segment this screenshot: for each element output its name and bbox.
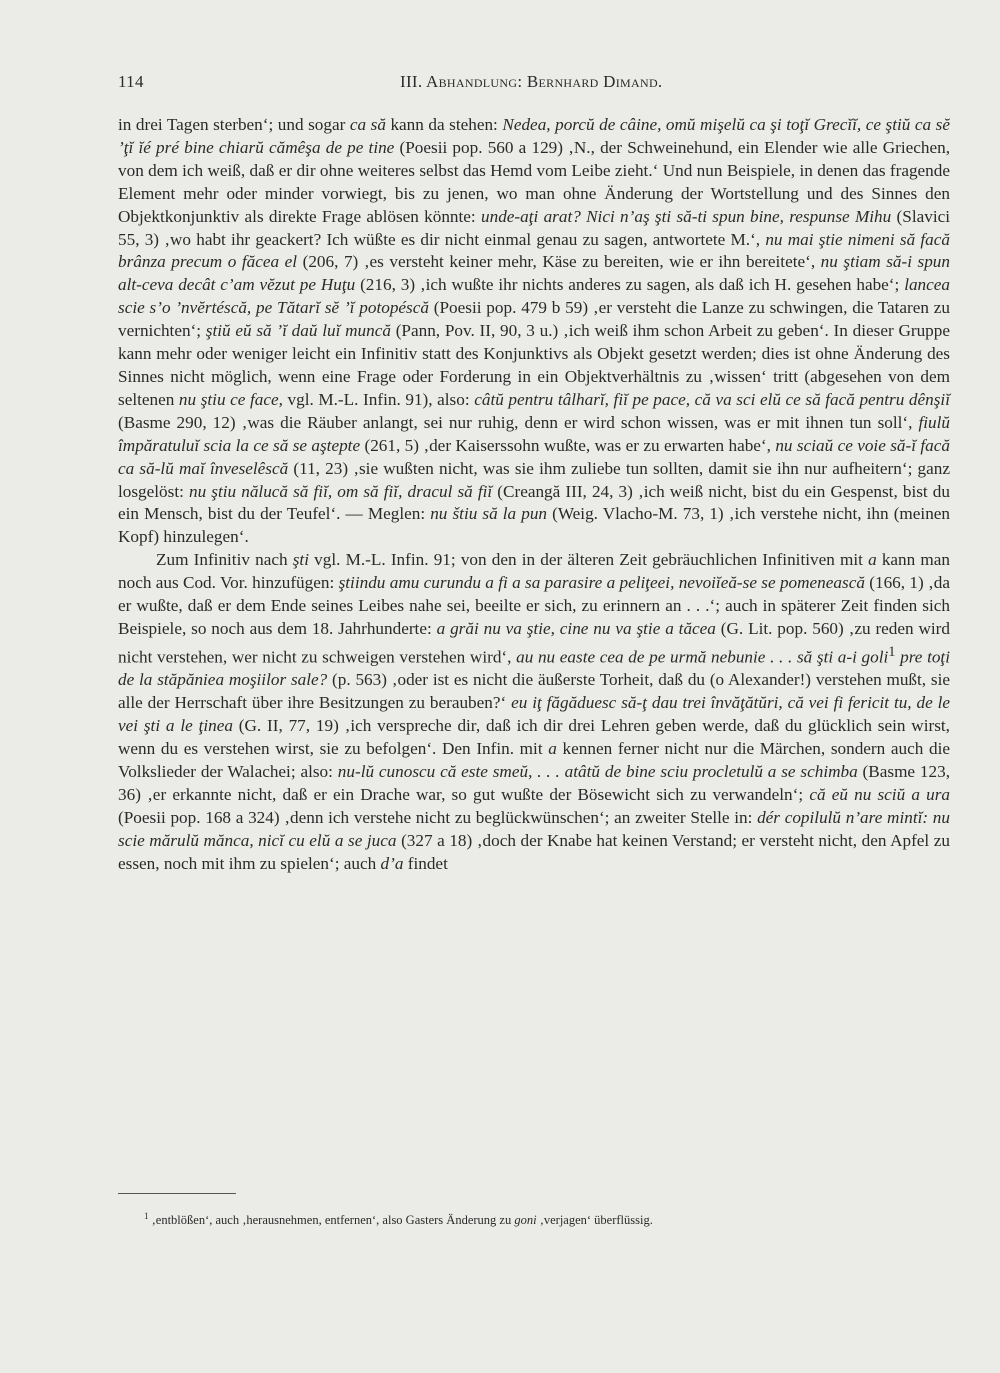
italic-run: Nedea, porcŭ de câine, omŭ mişelŭ ca şi toţĭ Grecĭĭ, ce ştiŭ ca sĕ ’ţĭ ĭé pré bine chiarŭ cămêşa de pe tine [118,115,950,157]
text-run: (206, 7) ‚es versteht keiner mehr, Käse zu bereiten, wie er ihn bereitete‘, [297,252,821,272]
italic-run: lancea scie s’o ’nvĕrtéscă, pe Tătarĭ sĕ ’ĭ potopéscă [118,275,951,318]
footnote-divider [118,1193,236,1194]
text-run: findet [403,853,448,873]
italic-run: dér copilulŭ n’are mintĭ: nu scie mărulŭ mănca, nicĭ cu elŭ a se juca [118,807,950,850]
italic-run: nu-lŭ cunoscu că este smeŭ, . . . atâtŭ de bine sciu procletulŭ a se schimba [337,762,858,782]
text-run: Zum Infinitiv nach [156,550,293,570]
italic-run: au nu easte cea de pe urmă nebunie . . . să şti a-i goli [516,647,889,667]
page-number: 114 [118,72,144,91]
italic-run: ştiŭ eŭ să ’ĭ daŭ luĭ muncă [205,321,391,341]
italic-run: unde-aţi arat? Nici n’aş şti să-ti spun bine, respunse Mihu [481,206,892,226]
paragraph [118,114,950,549]
text-run: (Basme 123, 36) ‚er erkannte nicht, daß er ein Drache war, so gut wußte der Bösewicht sich zu verwandeln‘; [118,762,950,805]
italic-run: nu mai ştie nimeni să facă brânza precum o făcea el [118,229,950,272]
italic-run: a [548,739,557,759]
text-run: (11, 23) ‚sie wußten nicht, was sie ihm zuliebe tun sollten, damit sie ihn nur aufheitern‘; ganz losgelöst: [118,458,950,501]
text-run: (Poesii pop. 479 b 59) ‚er versteht die Lanze zu schwingen, die Tataren zu vernichten‘; [118,298,950,341]
footnote-marker: 1 [144,1211,149,1221]
italic-run: ca să [349,115,386,134]
text-run: (Slavici 55, 3) ‚wo habt ihr geackert? Ich wüßte es dir nicht einmal genau zu sagen, antwortete M.‘, [118,206,950,249]
italic-run: nu sciaŭ ce voie să-ĭ facă ca să-lŭ maĭ înveselêscă [118,435,950,478]
text-run: vgl. M.-L. Infin. 91; von den in der älteren Zeit gebräuchlichen Infinitiven mit [308,550,869,570]
italic-run: că eŭ nu sciŭ a ura [809,785,950,805]
italic-run: a [868,550,877,570]
text-run: (Weig. Vlacho-M. 73, 1) ‚ich verstehe nicht, ihn (meinen Kopf) hinzulegen‘. [118,504,951,547]
italic-run: pre toţi de la stăpăniea moşiilor sale? [118,647,950,690]
italic-run: câtŭ pentru tâlharĭ, fiĭ pe pace, că va sci elŭ ce să facă pentru dênşiĭ [474,389,950,409]
italic-run: ştiindu amu curundu a fi a sa parasire a peliţeei, nevoiĭeă-se se pomenească [338,573,865,593]
text-run: (p. 563) ‚oder ist es nicht die äußerste Torheit, daß du (o Alexander!) verstehen mußt, sie alle der Herrschaft über ihre Besitzungen zu berauben?‘ [118,670,950,713]
text-run: (Poesii pop. 560 a 129) ‚N., der Schweinehund, ein Elender wie alle Griechen, von dem ich weiß, daß er dir ohne weiteres selbst das Hemd vom Leibe zieht.‘ Und nun Beispiele, in denen das fragende Element mehr oder minder vorwiegt, bis zu jenen, wo man ohne Änderung der Wortstellung und des Sinnes den Objektkonjunktiv als direkte Frage ablösen könnte: [118,137,950,226]
footnote-marker: 1 [888,643,896,660]
text-run: (166, 1) ‚da er wußte, daß er dem Ende seines Leibes nahe sei, beeilte er sich, zu erinnern an . . .‘; auch in späterer Zeit finden sich Beispiele, so noch aus dem 18. Jahrhunderte: [118,573,950,638]
text-run: (Creangă III, 24, 3) ‚ich weiß nicht, bist du ein Gespenst, bist du ein Mensch, bist du der Teufel‘. — Meglen: [118,481,950,524]
italic-run: nu ştiu ce face, [178,389,283,409]
body-text [118,114,950,876]
italic-run: nu ştiam să-i spun alt-ceva decât c’am vĕzut pe Huţu [118,252,950,295]
text-run: ‚verjagen‘ überflüssig. [536,1213,653,1228]
text-run: (G. II, 77, 19) ‚ich verspreche dir, daß ich dir drei Lehren geben werde, daß du glücklich sein wirst, wenn du es verstehen wirst, sie zu befolgen‘. Den Infin. mit [118,716,950,759]
italic-run: şti [292,550,309,570]
text-run: in drei Tagen sterben‘; und sogar [118,115,350,134]
footnote [144,1208,844,1228]
text-run: vgl. M.-L. Infin. 91), also: [282,389,475,409]
italic-run: goni [514,1213,537,1228]
italic-run: a grăi nu va ştie, cine nu va ştie a tăcea [436,618,716,638]
text-run: (Pann, Pov. II, 90, 3 u.) ‚ich weiß ihm schon Arbeit zu geben‘. In dieser Gruppe kann mehr oder weniger leicht ein Infinitiv statt des Konjunktivs als Objekt gesetzt werden; dies ist ohne Änderung des Sinnes nicht möglich, wenn eine Frage oder Forderung in ein Objektverhältnis zu ‚wissen‘ tritt (abgesehen von dem seltenen [118,321,950,409]
text-run: ‚entblößen‘, auch ‚herausnehmen, entfernen‘, also Gasters Änderung zu [148,1213,515,1228]
running-title: III. Abhandlung: Bernhard Dimand. [400,72,663,91]
text-run: kennen ferner nicht nur die Märchen, sondern auch die Volkslieder der Walachei; also: [118,739,950,782]
running-header [118,72,948,100]
italic-run: fiulŭ împăratuluĭ scia la ce să se aştepte [118,412,950,455]
italic-run: eu iţ făgăduesc să-ţ dau trei învăţătŭri, că vei fi fericit tu, de le vei şti a le ţinea [118,693,950,736]
italic-run: nu ştiu nălucă să fiĭ, om să fiĭ, dracul să fiĭ [189,481,493,501]
text-run: (Basme 290, 12) ‚was die Räuber anlangt, sei nur ruhig, denn er wird schon wissen, was er mit ihnen tun soll‘, [118,412,919,432]
text-run: (327 a 18) ‚doch der Knabe hat keinen Verstand; er versteht nicht, den Apfel zu essen, noch mit ihm zu spielen‘; auch [118,830,950,873]
text-run: (261, 5) ‚der Kaiserssohn wußte, was er zu erwarten habe‘, [360,435,776,455]
italic-run: nu štiu să la pun [430,504,548,524]
paragraph [118,549,950,875]
text-run: (Poesii pop. 168 a 324) ‚denn ich verstehe nicht zu beglückwünschen‘; an zweiter Stelle in: [118,807,758,827]
text-run: kann da stehen: [385,115,503,134]
text-run: (G. Lit. pop. 560) ‚zu reden wird nicht verstehen, wer nicht zu schweigen verstehen wird‘, [118,618,950,667]
text-run: (216, 3) ‚ich wußte ihr nichts anderes zu sagen, als daß ich H. gesehen habe‘; [355,275,905,295]
italic-run: d’a [380,853,404,873]
text-run: kann man noch aus Cod. Vor. hinzufügen: [118,550,950,593]
